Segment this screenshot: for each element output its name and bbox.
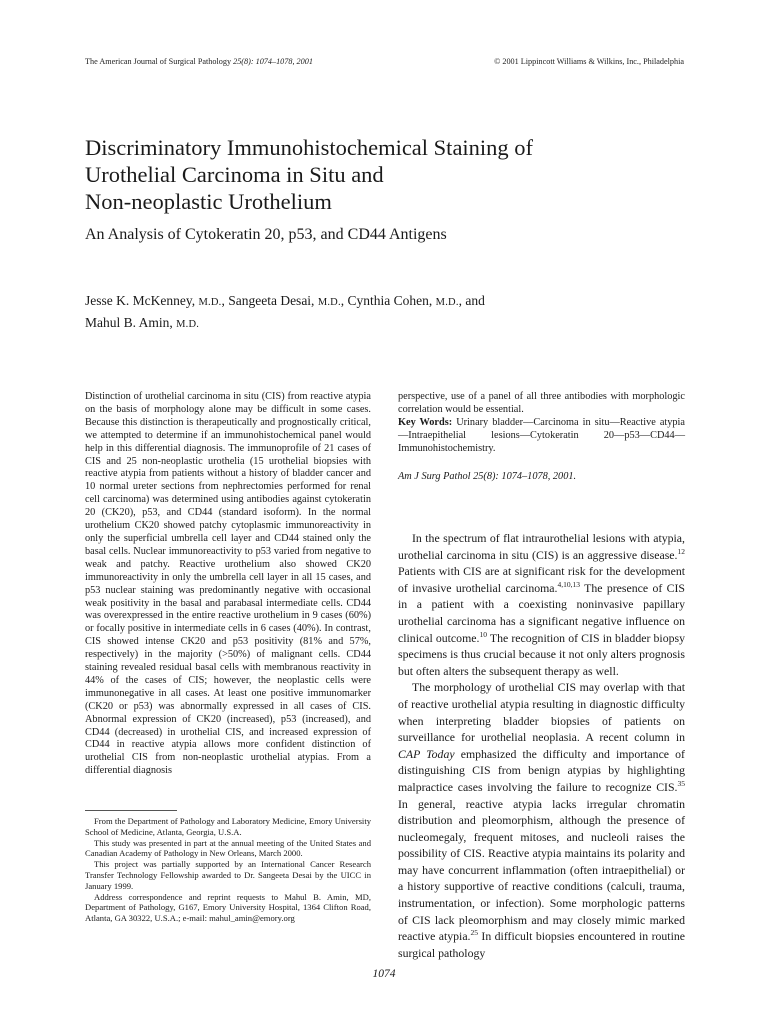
- page-number: 1074: [372, 968, 396, 980]
- author-name: Sangeeta Desai,: [228, 293, 318, 308]
- key-words: [398, 417, 685, 456]
- body-paragraph: In the spectrum of flat intraurothelial lesions with atypia, urothelial carcinoma in situ (CIS) is an aggressive disease.$^{12}$ Patients with CIS are at significant risk for the development of invasive urothelial carcinoma.$^{4,10,13}$ The presence of CIS in a patient with a coexisting noninvasive papillary urothelial carcinoma has a significant negative influence on clinical outcome.$^{10}$ The recognition of CIS in bladder biopsy specimens is thus crucial because it not only alters prognosis but often alters the subsequent therapy as well.: [398, 531, 685, 678]
- author-list: Jesse K. McKenney, M.D., Sangeeta Desai, M.D., Cynthia Cohen, M.D., and Mahul B. Amin, M.D.: [85, 293, 485, 330]
- author-name: Mahul B. Amin,: [85, 315, 177, 330]
- author-degree: M.D.: [317, 297, 341, 308]
- abstract-column-right: [398, 391, 685, 483]
- title-line: Non-neoplastic Urothelium: [85, 189, 332, 214]
- author-degree: M.D.: [435, 297, 459, 308]
- copyright-notice: © 2001 Lippincott Williams & Wilkins, Inc., Philadelphia: [494, 57, 684, 66]
- author-degree: M.D.: [198, 297, 222, 308]
- author-name: Jesse K. McKenney,: [85, 293, 199, 308]
- key-words-list: Urinary bladder—Carcinoma in situ—Reactive atypia—Intraepithelial lesions—Cytokeratin 20—p53—CD44—Immunohistochemistry.: [398, 416, 685, 454]
- journal-reference: The American Journal of Surgical Pathology 25(8): 1074–1078, 2001: [85, 57, 313, 66]
- footnote: From the Department of Pathology and Laboratory Medicine, Emory University School of Medicine, Atlanta, Georgia, U.S.A.: [85, 816, 371, 837]
- reference-superscript: 4,10,13: [557, 579, 580, 589]
- body-text-column: [398, 530, 685, 961]
- reference-superscript: 35: [677, 778, 685, 788]
- article-subtitle: An Analysis of Cytokeratin 20, p53, and CD44 Antigens: [85, 226, 447, 243]
- article-title: [85, 134, 645, 215]
- author-name: Cynthia Cohen,: [347, 293, 436, 308]
- abstract-text: Distinction of urothelial carcinoma in situ (CIS) from reactive atypia on the basis of morphology alone may be difficult in some cases. Because this distinction is therapeutically and prognostically critical, we attempted to determine if an immunohistochemical panel would help in this differential diagnosis. The immunoprofile of 21 cases of CIS and 25 non-neoplastic urothelia (15 urothelial biopsies with reactive atypia from patients without a history of bladder cancer and 10 normal ureter sections from nephrectomies performed for renal cell carcinoma) was determined using antibodies against cytokeratin 20 (CK20), p53, and CD44 (standard isoform). In the normal urothelium CK20 showed patchy cytoplasmic immunoreactivity in only the superficial umbrella cell layer and CD44 stained only the basal cells. Nuclear immunoreactivity to p53 varied from negative to weak and patchy. Reactive urothelium also showed CK20 immunoreactivity in only the umbrella cell layer in all 15 cases, and p53 nuclear staining was predominantly negative with occasional weak positivity in the basal and parabasal intermediate cells. CD44 was overexpressed in the entire reactive urothelium in 9 cases (60%) or focally positive in intermediate cells in 6 cases (40%). In contrast, CIS showed intense CK20 and p53 positivity (81% and 57%, respectively) in the majority (>50%) of malignant cells. CD44 staining revealed residual basal cells with membranous reactivity in 44% of the cases of CIS; however, the neoplastic cells were immunonegative in all cases. At least one positive immunomarker (CK20 or p53) was abnormally expressed in all cases of CIS. Abnormal expression of CK20 (increased), p53 (increased), and CD44 (decreased) in urothelial CIS, and increased expression of CD44 in reactive atypia allows more confident distinction of urothelial CIS from non-neoplastic urothelial atypias. From a differential diagnosis: [85, 391, 371, 777]
- reference-superscript: 12: [677, 546, 685, 556]
- running-head: [85, 57, 684, 66]
- title-line: Urothelial Carcinoma in Situ and: [85, 162, 384, 187]
- footnote: Address correspondence and reprint requests to Mahul B. Amin, MD, Department of Pathology, G167, Emory University Hospital, 1364 Clifton Road, Atlanta, GA 30322, U.S.A.; e-mail: mahul_amin@emory.org: [85, 891, 371, 924]
- author-degree: M.D.: [176, 319, 200, 330]
- body-paragraph: The morphology of urothelial CIS may overlap with that of reactive urothelial atypia resulting in diagnostic difficulty when interpreting bladder biopsies of patients on surveillance for urothelial neoplasia. A recent column in CAP Today emphasized the difficulty and importance of distinguishing CIS from benign atypias by highlighting malpractice cases involving the failure to recognize CIS.$^{35}$ In general, reactive atypia lacks irregular chromatin distribution and pleomorphism, although the presence of nucleomegaly, frequent mitoses, and nucleoli raises the possibility of CIS. Reactive atypia maintains its polarity and may have concurrent inflammation (often intraepithelial) or a history supportive of reactive conditions (calculi, trauma, instrumentation, or infection). Some morphologic patterns of CIS lack pleomorphism and may closely mimic marked reactive atypia.$^{25}$ In difficult biopsies encountered in routine surgical pathology: [398, 680, 685, 960]
- abstract-column-left: [85, 391, 371, 778]
- author-conjunction: and: [465, 293, 485, 308]
- citation-line: Am J Surg Pathol 25(8): 1074–1078, 2001.: [398, 470, 577, 482]
- footnote-divider: [85, 810, 177, 811]
- title-line: Discriminatory Immunohistochemical Staining of: [85, 135, 534, 160]
- reference-superscript: 25: [470, 928, 479, 938]
- footnotes: [85, 816, 371, 924]
- footnote: This study was presented in part at the annual meeting of the United States and Canadian Academy of Pathology in New Orleans, March 2000.: [85, 837, 371, 859]
- reference-superscript: 10: [479, 629, 487, 639]
- journal-name: CAP Today: [398, 746, 455, 761]
- abstract-continuation: perspective, use of a panel of all three antibodies with morphologic correlation would be essential.: [398, 391, 685, 415]
- key-words-label: Key Words:: [398, 416, 453, 428]
- footnote: This project was partially supported by an International Cancer Research Transfer Technology Fellowship awarded to Dr. Sangeeta Desai by the UICC in January 1999.: [85, 859, 371, 891]
